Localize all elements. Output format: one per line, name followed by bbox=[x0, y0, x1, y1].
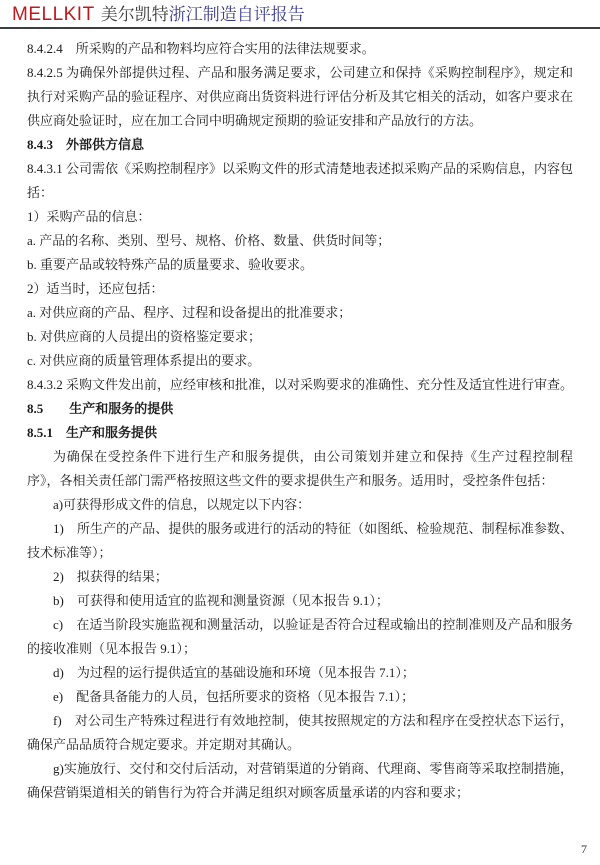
paragraph: 8.4.3.2 采购文件发出前，应经审核和批准，以对采购要求的准确性、充分性及适宜性进行审查。 bbox=[27, 377, 574, 392]
paragraph: e) 配备具备能力的人员，包括所要求的资格（见本报告 7.1）； bbox=[53, 689, 415, 704]
paragraph: c) 在适当阶段实施监视和测量活动，以验证是否符合过程或输出的控制准则及产品和服务的接收准则（见本报告 9.1）； bbox=[27, 617, 573, 656]
company-name: 美尔凯特 bbox=[100, 5, 169, 24]
brand-logo-text: MELLKIT bbox=[12, 4, 95, 25]
paragraph: 2）适当时，还应包括： bbox=[27, 281, 164, 296]
paragraph: b. 重要产品或较特殊产品的质量要求、验收要求。 bbox=[27, 257, 314, 272]
paragraph: b) 可获得和使用适宜的监视和测量资源（见本报告 9.1）； bbox=[53, 593, 389, 608]
paragraph: c. 对供应商的质量管理体系提出的要求。 bbox=[27, 353, 261, 368]
paragraph: b. 对供应商的人员提出的资格鉴定要求； bbox=[27, 329, 262, 344]
paragraph: 为确保在受控条件下进行生产和服务提供，由公司策划并建立和保持《生产过程控制程序》，各相关责任部门需严格按照这些文件的要求提供生产和服务。适用时，受控条件包括： bbox=[27, 449, 573, 488]
paragraph: 8.4.2.5 为确保外部提供过程、产品和服务满足要求，公司建立和保持《采购控制程序》，规定和执行对采购产品的验证程序、对供应商出货资料进行评估分析及其它相关的活动，如客户要求在供应商处验证时，应在加工合同中明确规定预期的验证安排和产品放行的方法。 bbox=[27, 65, 574, 128]
paragraph: a. 对供应商的产品、程序、过程和设备提出的批准要求； bbox=[27, 305, 352, 320]
paragraph: 1）采购产品的信息： bbox=[27, 209, 151, 224]
paragraph: a. 产品的名称、类别、型号、规格、价格、数量、供货时间等； bbox=[27, 233, 391, 248]
paragraph: 2) 拟获得的结果； bbox=[53, 569, 168, 584]
section-heading: 8.5 生产和服务的提供 bbox=[27, 401, 174, 416]
paragraph: d) 为过程的运行提供适宜的基础设施和环境（见本报告 7.1）； bbox=[53, 665, 415, 680]
report-header bbox=[0, 0, 600, 29]
report-title: 浙江制造自评报告 bbox=[168, 5, 305, 24]
paragraph: 8.4.3.1 公司需依《采购控制程序》以采购文件的形式清楚地表述拟采购产品的采购信息，内容包括： bbox=[27, 161, 574, 200]
page-number: 7 bbox=[581, 842, 587, 856]
paragraph: a)可获得形成文件的信息，以规定以下内容： bbox=[53, 497, 311, 512]
paragraph: 1) 所生产的产品、提供的服务或进行的活动的特征（如图纸、检验规范、制程标准参数、技术标准等）； bbox=[27, 521, 573, 560]
section-heading: 8.5.1 生产和服务提供 bbox=[27, 425, 158, 440]
paragraph: 8.4.2.4 所采购的产品和物料均应符合实用的法律法规要求。 bbox=[27, 41, 375, 56]
document-body bbox=[27, 37, 573, 805]
section-heading: 8.4.3 外部供方信息 bbox=[27, 137, 145, 152]
paragraph: g)实施放行、交付和交付后活动，对营销渠道的分销商、代理商、零售商等采取控制措施，确保营销渠道相关的销售行为符合并满足组织对顾客质量承诺的内容和要求； bbox=[27, 761, 573, 800]
paragraph: f) 对公司生产特殊过程进行有效地控制，使其按照规定的方法和程序在受控状态下运行，确保产品品质符合规定要求。并定期对其确认。 bbox=[27, 713, 573, 752]
